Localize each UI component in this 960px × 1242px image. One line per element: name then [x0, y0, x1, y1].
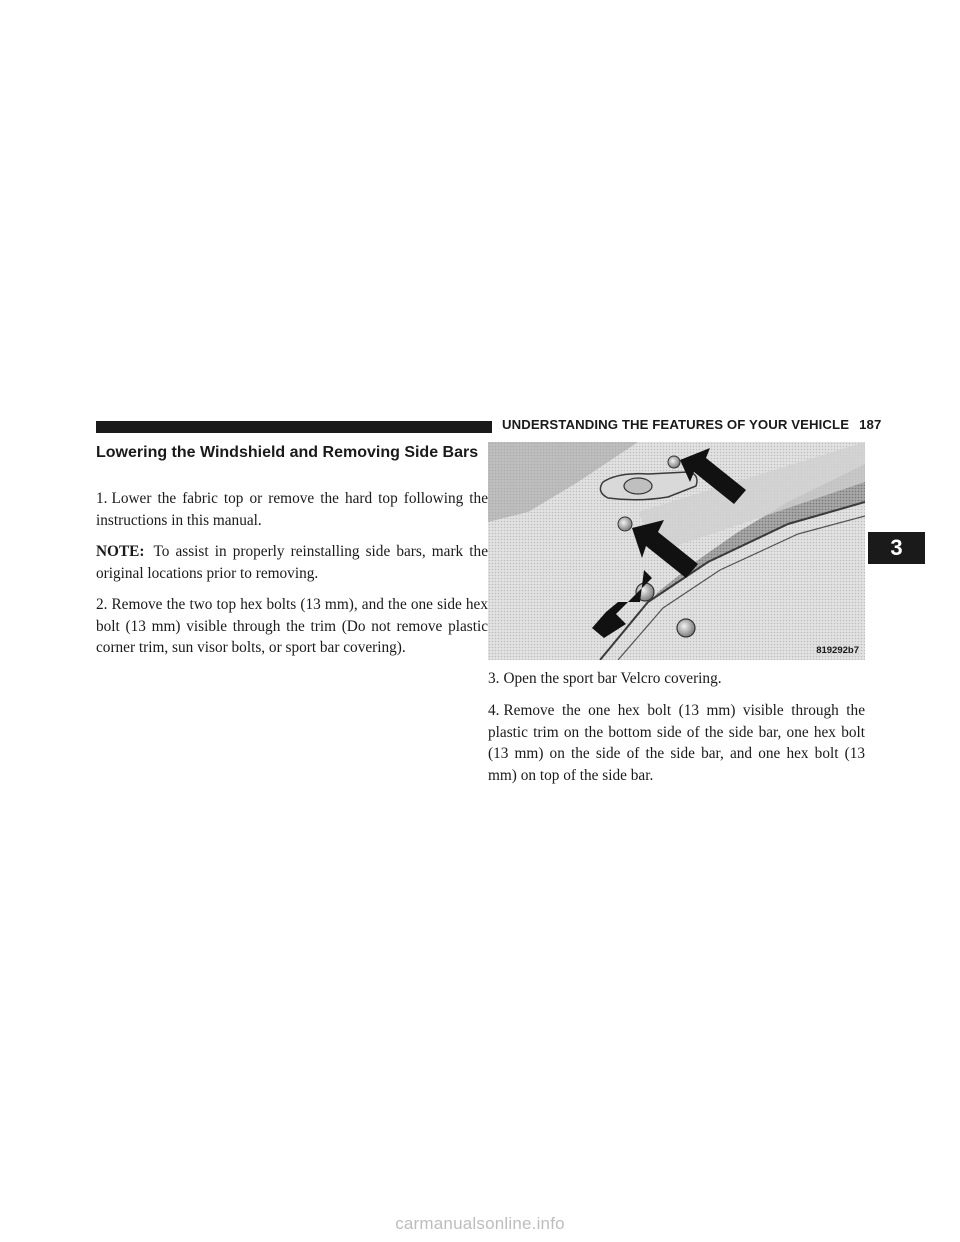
figure-illustration [488, 442, 865, 660]
step-3 [488, 668, 865, 690]
step-text: Remove the one hex bolt (13 mm) visible through the plastic trim on the bottom side of the side bar, one hex bolt (13 mm) on the side of the side bar, and one hex bolt (13 mm) on top of the side bar. [488, 702, 865, 784]
step-1 [96, 488, 488, 531]
step-text: Remove the two top hex bolts (13 mm), and the one side hex bolt (13 mm) visible through the trim (Do not remove plastic corner trim, sun visor bolts, or sport bar covering). [96, 596, 488, 656]
note-label: NOTE: [96, 543, 145, 560]
watermark: carmanualsonline.info [395, 1214, 565, 1233]
step-2 [96, 594, 488, 659]
running-header [502, 417, 881, 432]
step-number: 1. [96, 490, 108, 507]
step-text: Open the sport bar Velcro covering. [503, 670, 722, 687]
note-paragraph [96, 541, 488, 584]
chapter-tab: 3 [868, 532, 925, 564]
note-text: To assist in properly reinstalling side bars, mark the original locations prior to removing. [96, 543, 488, 582]
step-4 [488, 700, 865, 786]
step-number: 4. [488, 702, 500, 719]
step-number: 3. [488, 670, 500, 687]
step-text: Lower the fabric top or remove the hard top following the instructions in this manual. [96, 490, 488, 529]
section-title: UNDERSTANDING THE FEATURES OF YOUR VEHICLE [502, 417, 850, 432]
windshield-bolts-figure [488, 442, 865, 660]
section-heading: Lowering the Windshield and Removing Side Bars [96, 444, 479, 461]
page-number: 187 [859, 417, 882, 432]
figure-code: 819292b7 [816, 645, 859, 656]
step-number: 2. [96, 596, 108, 613]
header-rule [96, 421, 492, 433]
